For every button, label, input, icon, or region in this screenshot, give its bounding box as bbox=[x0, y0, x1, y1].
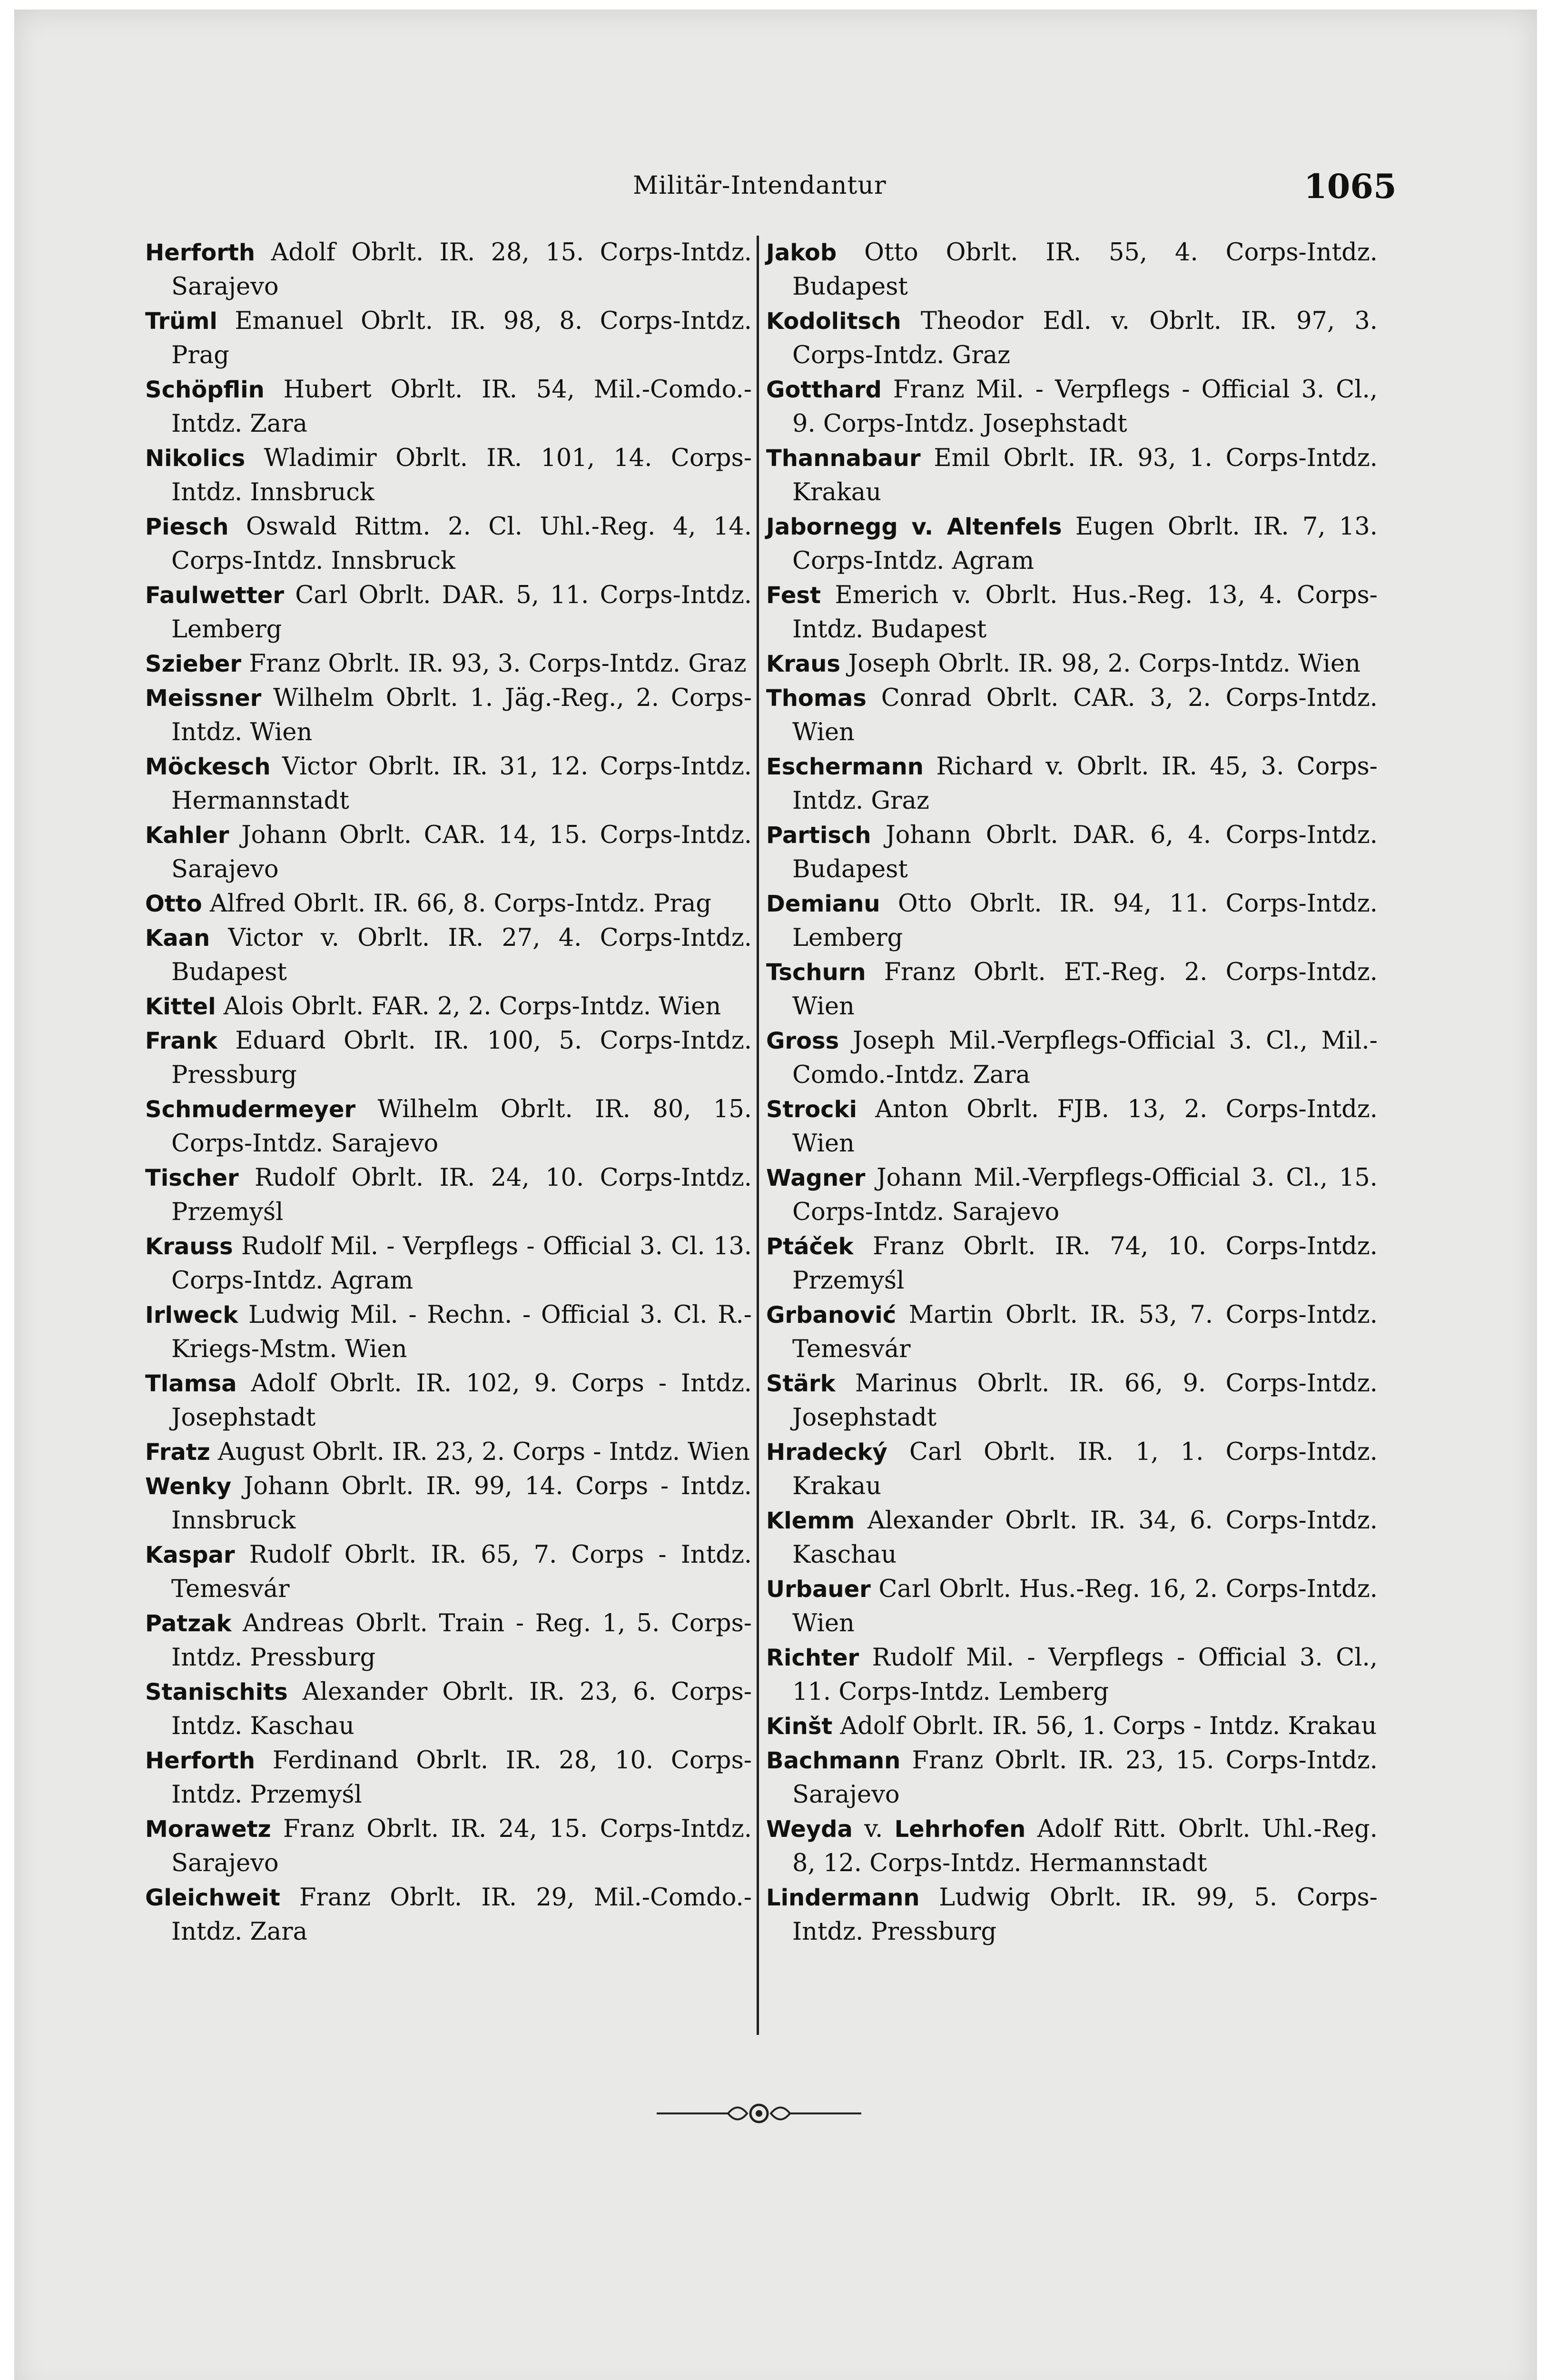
entry-details: Franz Obrlt. IR. 93, 3. Corps-Intdz. Graz bbox=[241, 650, 747, 678]
entry-surname: Wenky bbox=[145, 1473, 232, 1500]
entry-details: Ludwig Obrlt. IR. 99, 5. Corps-Intdz. Pressburg bbox=[792, 1884, 1378, 1946]
entry bbox=[145, 1675, 752, 1744]
entry bbox=[145, 1744, 752, 1812]
entry-details: Joseph Mil.-Verpflegs-Official 3. Cl., Mil.-Comdo.-Intdz. Zara bbox=[792, 1027, 1378, 1089]
entry bbox=[766, 373, 1378, 441]
entry bbox=[145, 818, 752, 887]
entry bbox=[766, 750, 1378, 818]
entry-details: Eugen Obrlt. IR. 7, 13. Corps-Intdz. Agram bbox=[792, 513, 1378, 575]
entry bbox=[766, 681, 1378, 750]
entry-details: Franz Obrlt. IR. 24, 15. Corps-Intdz. Sarajevo bbox=[171, 1815, 752, 1877]
entry bbox=[766, 1709, 1378, 1744]
entry-details: Otto Obrlt. IR. 94, 11. Corps-Intdz. Lemberg bbox=[792, 890, 1378, 952]
entry-surname: Jabornegg v. Altenfels bbox=[766, 514, 1062, 540]
entry bbox=[145, 578, 752, 647]
entry bbox=[766, 1161, 1378, 1230]
entry bbox=[145, 990, 752, 1024]
entry-surname: Meissner bbox=[145, 685, 262, 712]
entry bbox=[145, 236, 752, 304]
entry-details: Ludwig Mil. - Rechn. - Official 3. Cl. R.-Kriegs-Mstm. Wien bbox=[171, 1301, 752, 1363]
entry-surname: Weyda bbox=[766, 1816, 853, 1843]
entry-details: Alexander Obrlt. IR. 23, 6. Corps-Intdz. Kaschau bbox=[171, 1678, 752, 1740]
entry bbox=[145, 647, 752, 681]
entry-details: Marinus Obrlt. IR. 66, 9. Corps-Intdz. Josephstadt bbox=[792, 1369, 1378, 1432]
entry-details: Adolf Obrlt. IR. 56, 1. Corps - Intdz. Krakau bbox=[832, 1712, 1377, 1740]
entry bbox=[766, 236, 1378, 304]
right-column bbox=[766, 236, 1378, 1949]
entry-surname: Strocki bbox=[766, 1096, 857, 1123]
entry bbox=[766, 304, 1378, 373]
entry bbox=[145, 510, 752, 578]
column-divider bbox=[757, 236, 759, 2035]
entry-surname: Ptáček bbox=[766, 1233, 854, 1260]
entry-details: Franz Obrlt. IR. 29, Mil.-Comdo.-Intdz. Zara bbox=[171, 1884, 752, 1946]
entry-surname: Demianu bbox=[766, 891, 880, 917]
entry bbox=[766, 578, 1378, 647]
entry-surname: Kittel bbox=[145, 993, 216, 1020]
entry-surname: Bachmann bbox=[766, 1747, 901, 1774]
entry bbox=[145, 681, 752, 750]
entry-details: Rudolf Mil. - Verpflegs - Official 3. Cl. 13. Corps-Intdz. Agram bbox=[171, 1232, 752, 1295]
running-head: Militär-Intendantur bbox=[633, 171, 887, 200]
page-number: 1065 bbox=[1304, 167, 1397, 206]
entry bbox=[145, 373, 752, 441]
entry-details: Anton Obrlt. FJB. 13, 2. Corps-Intdz. Wien bbox=[792, 1095, 1378, 1158]
entry bbox=[145, 441, 752, 510]
entry bbox=[145, 1298, 752, 1367]
entry bbox=[145, 921, 752, 990]
entry bbox=[145, 1092, 752, 1161]
entry-surname: Lindermann bbox=[766, 1884, 920, 1911]
entry-surname: Gross bbox=[766, 1028, 839, 1054]
entry-details: Victor v. Obrlt. IR. 27, 4. Corps-Intdz. Budapest bbox=[171, 924, 752, 986]
entry-details: Alois Obrlt. FAR. 2, 2. Corps-Intdz. Wien bbox=[216, 992, 721, 1021]
entry bbox=[145, 1367, 752, 1435]
entry-details: Wilhelm Obrlt. 1. Jäg.-Reg., 2. Corps-Intdz. Wien bbox=[171, 684, 752, 746]
entry-details: Carl Obrlt. Hus.-Reg. 16, 2. Corps-Intdz. Wien bbox=[792, 1575, 1378, 1637]
entry-details: Johann Mil.-Verpflegs-Official 3. Cl., 15. Corps-Intdz. Sarajevo bbox=[792, 1164, 1378, 1226]
entry-details: Rudolf Obrlt. IR. 65, 7. Corps - Intdz. Temesvár bbox=[171, 1541, 752, 1603]
entry-surname: Frank bbox=[145, 1028, 217, 1054]
entry-details: Oswald Rittm. 2. Cl. Uhl.-Reg. 4, 14. Corps-Intdz. Innsbruck bbox=[171, 513, 752, 575]
entry-surname: Irlweck bbox=[145, 1302, 238, 1329]
entry-details: Emanuel Obrlt. IR. 98, 8. Corps-Intdz. Prag bbox=[171, 307, 752, 369]
entry-surname: Thomas bbox=[766, 685, 867, 712]
entry-details: Conrad Obrlt. CAR. 3, 2. Corps-Intdz. Wien bbox=[792, 684, 1378, 746]
entry-surname: Piesch bbox=[145, 514, 229, 540]
entry-details: August Obrlt. IR. 23, 2. Corps - Intdz. Wien bbox=[210, 1438, 750, 1466]
entry-details: Franz Mil. - Verpflegs - Official 3. Cl., 9. Corps-Intdz. Josephstadt bbox=[792, 376, 1378, 438]
entry-details: Adolf Ritt. Obrlt. Uhl.-Reg. 8, 12. Corps-Intdz. Hermannstadt bbox=[792, 1815, 1378, 1877]
entry-details: Richard v. Obrlt. IR. 45, 3. Corps-Intdz. Graz bbox=[792, 753, 1378, 815]
entry bbox=[766, 955, 1378, 1024]
entry-surname: Schöpflin bbox=[145, 377, 265, 403]
entry-surname: Lehrhofen bbox=[894, 1816, 1026, 1843]
entry-surname: Szieber bbox=[145, 651, 242, 677]
entry-details: Eduard Obrlt. IR. 100, 5. Corps-Intdz. Pressburg bbox=[171, 1027, 752, 1089]
entry-surname: Tlamsa bbox=[145, 1370, 237, 1397]
entry bbox=[145, 1469, 752, 1538]
entry-surname: Morawetz bbox=[145, 1816, 271, 1843]
entry-surname: Kodolitsch bbox=[766, 308, 901, 335]
entry bbox=[766, 1092, 1378, 1161]
entry bbox=[766, 1024, 1378, 1092]
entry bbox=[145, 1161, 752, 1230]
entry bbox=[766, 1504, 1378, 1572]
entry bbox=[766, 1572, 1378, 1641]
entry-details: Ferdinand Obrlt. IR. 28, 10. Corps-Intdz. Przemyśl bbox=[171, 1746, 752, 1809]
entry-details: Andreas Obrlt. Train - Reg. 1, 5. Corps-Intdz. Pressburg bbox=[171, 1609, 752, 1672]
entry bbox=[766, 441, 1378, 510]
entry-surname: Fratz bbox=[145, 1439, 210, 1466]
entry-surname: Kaan bbox=[145, 925, 210, 952]
entry-surname: Tischer bbox=[145, 1165, 239, 1191]
entry-details: Emerich v. Obrlt. Hus.-Reg. 13, 4. Corps-Intdz. Budapest bbox=[792, 581, 1378, 644]
entry bbox=[145, 1606, 752, 1675]
left-column bbox=[145, 236, 752, 1949]
entry-details: Rudolf Mil. - Verpflegs - Official 3. Cl., 11. Corps-Intdz. Lemberg bbox=[792, 1644, 1378, 1706]
entry bbox=[145, 750, 752, 818]
entry-surname: Hradecký bbox=[766, 1439, 887, 1466]
entry bbox=[766, 818, 1378, 887]
entry-details: Hubert Obrlt. IR. 54, Mil.-Comdo.-Intdz. Zara bbox=[171, 376, 752, 438]
entry bbox=[766, 1641, 1378, 1709]
entry-details: v. bbox=[852, 1815, 895, 1843]
entry-details: Theodor Edl. v. Obrlt. IR. 97, 3. Corps-Intdz. Graz bbox=[792, 307, 1378, 369]
entry-surname: Kraus bbox=[766, 651, 840, 677]
entry bbox=[145, 1538, 752, 1606]
entry bbox=[766, 887, 1378, 955]
entry bbox=[766, 1298, 1378, 1367]
entry-surname: Trüml bbox=[145, 308, 217, 335]
entry-surname: Thannabaur bbox=[766, 445, 921, 472]
entry bbox=[766, 510, 1378, 578]
ornament-icon bbox=[657, 2097, 861, 2130]
entry-details: Emil Obrlt. IR. 93, 1. Corps-Intdz. Krakau bbox=[792, 444, 1378, 506]
entry bbox=[766, 1435, 1378, 1504]
entry bbox=[145, 304, 752, 373]
entry-surname: Eschermann bbox=[766, 754, 924, 780]
entry-surname: Urbauer bbox=[766, 1576, 871, 1603]
entry-details: Johann Obrlt. DAR. 6, 4. Corps-Intdz. Budapest bbox=[792, 821, 1378, 883]
entry-details: Carl Obrlt. IR. 1, 1. Corps-Intdz. Krakau bbox=[792, 1438, 1378, 1500]
entry-details: Franz Obrlt. IR. 23, 15. Corps-Intdz. Sarajevo bbox=[792, 1746, 1378, 1809]
entry bbox=[145, 1812, 752, 1881]
entry-details: Alfred Obrlt. IR. 66, 8. Corps-Intdz. Prag bbox=[202, 890, 711, 918]
entry-surname: Nikolics bbox=[145, 445, 246, 472]
entry-surname: Jakob bbox=[766, 239, 837, 266]
entry bbox=[145, 887, 752, 921]
entry bbox=[145, 1024, 752, 1092]
entry-details: Carl Obrlt. DAR. 5, 11. Corps-Intdz. Lemberg bbox=[171, 581, 752, 644]
entry-surname: Möckesch bbox=[145, 754, 271, 780]
entry-surname: Grbanović bbox=[766, 1302, 897, 1329]
entry-surname: Stärk bbox=[766, 1370, 836, 1397]
entry-details: Otto Obrlt. IR. 55, 4. Corps-Intdz. Budapest bbox=[792, 238, 1378, 301]
entry-surname: Otto bbox=[145, 891, 202, 917]
entry-surname: Kahler bbox=[145, 822, 229, 849]
entry-details: Johann Obrlt. CAR. 14, 15. Corps-Intdz. Sarajevo bbox=[171, 821, 752, 883]
entry bbox=[145, 1230, 752, 1298]
entry-surname: Kaspar bbox=[145, 1542, 235, 1568]
entry-surname: Partisch bbox=[766, 822, 871, 849]
entry-surname: Gleichweit bbox=[145, 1884, 280, 1911]
entry-details: Franz Obrlt. ET.-Reg. 2. Corps-Intdz. Wien bbox=[792, 958, 1378, 1021]
entry-surname: Schmudermeyer bbox=[145, 1096, 356, 1123]
entry-details: Franz Obrlt. IR. 74, 10. Corps-Intdz. Przemyśl bbox=[792, 1232, 1378, 1295]
entry-surname: Tschurn bbox=[766, 959, 866, 986]
entry bbox=[145, 1435, 752, 1469]
entry-details: Rudolf Obrlt. IR. 24, 10. Corps-Intdz. Przemyśl bbox=[171, 1164, 752, 1226]
entry-surname: Klemm bbox=[766, 1507, 855, 1534]
entry bbox=[766, 1812, 1378, 1881]
entry-details: Victor Obrlt. IR. 31, 12. Corps-Intdz. Hermannstadt bbox=[171, 753, 752, 815]
entry-details: Wilhelm Obrlt. IR. 80, 15. Corps-Intdz. Sarajevo bbox=[171, 1095, 752, 1158]
entry-surname: Wagner bbox=[766, 1165, 866, 1191]
entry bbox=[766, 647, 1378, 681]
entry-surname: Richter bbox=[766, 1645, 859, 1671]
entry-surname: Kinšt bbox=[766, 1713, 833, 1740]
entry bbox=[766, 1230, 1378, 1298]
entry-surname: Fest bbox=[766, 582, 821, 609]
entry-surname: Patzak bbox=[145, 1610, 232, 1637]
entry bbox=[766, 1744, 1378, 1812]
entry-details: Martin Obrlt. IR. 53, 7. Corps-Intdz. Temesvár bbox=[792, 1301, 1378, 1363]
entry-details: Adolf Obrlt. IR. 102, 9. Corps - Intdz. Josephstadt bbox=[171, 1369, 752, 1432]
entry-surname: Stanischits bbox=[145, 1679, 288, 1706]
entry bbox=[766, 1367, 1378, 1435]
entry bbox=[145, 1881, 752, 1949]
entry-surname: Faulwetter bbox=[145, 582, 285, 609]
entry-details: Adolf Obrlt. IR. 28, 15. Corps-Intdz. Sarajevo bbox=[171, 238, 752, 301]
entry-details: Johann Obrlt. IR. 99, 14. Corps - Intdz. Innsbruck bbox=[171, 1472, 752, 1535]
entry-details: Alexander Obrlt. IR. 34, 6. Corps-Intdz. Kaschau bbox=[792, 1507, 1378, 1569]
entry-surname: Herforth bbox=[145, 1747, 256, 1774]
entry bbox=[766, 1881, 1378, 1949]
entry-surname: Gotthard bbox=[766, 377, 882, 403]
entry-details: Wladimir Obrlt. IR. 101, 14. Corps-Intdz. Innsbruck bbox=[171, 444, 752, 506]
entry-surname: Herforth bbox=[145, 239, 256, 266]
entry-details: Joseph Obrlt. IR. 98, 2. Corps-Intdz. Wien bbox=[840, 650, 1361, 678]
entry-surname: Krauss bbox=[145, 1233, 233, 1260]
